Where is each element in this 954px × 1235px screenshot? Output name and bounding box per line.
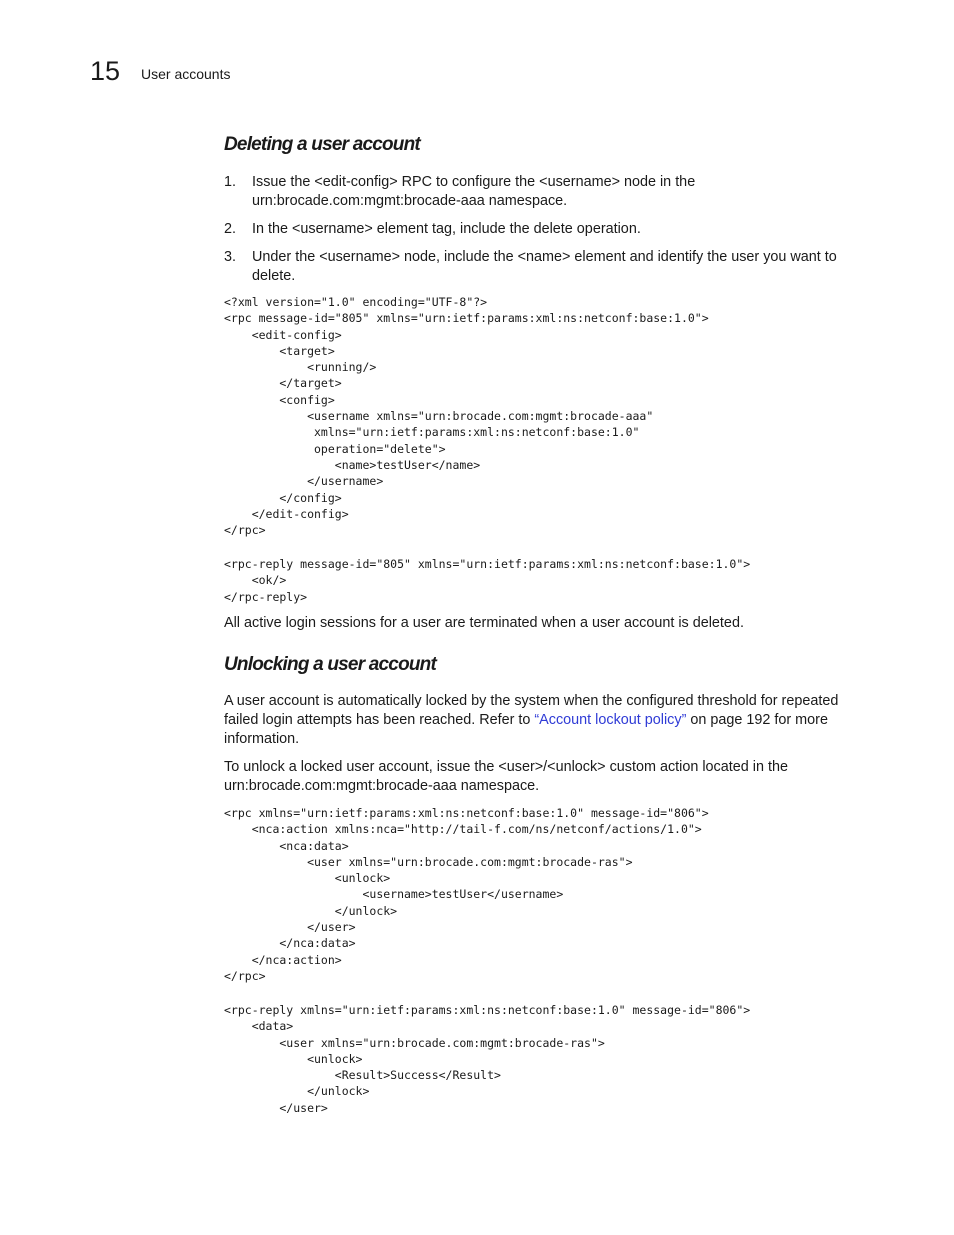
step-text: Issue the <edit-config> RPC to configure the <username> node in the urn:brocade.com:mgmt:brocade-aaa namespace. xyxy=(252,174,696,209)
code-block-unlock-reply: <rpc-reply xmlns="urn:ietf:params:xml:ns:netconf:base:1.0" message-id="806"> <data> <user xmlns="urn:brocade.com:mgmt:brocade-ras"> <unlock> <Result>Success</Result> </unlock> </user> xyxy=(224,1003,751,1115)
code-block-unlock-request: <rpc xmlns="urn:ietf:params:xml:ns:netconf:base:1.0" message-id="806"> <nca:action xmlns:nca="http://tail-f.com/ns/netconf/actions/1.0"> <nca:data> <user xmlns="urn:brocade.com:mgmt:brocade-ras"> <unlock> <username>testUser</username> </unlock> </user> </nca:data> </nca:action> </rpc> xyxy=(224,806,709,983)
unlock-paragraph-2: To unlock a locked user account, issue the <user>/<unlock> custom action located in the urn:brocade.com:mgmt:brocade-aaa namespace. xyxy=(224,759,788,794)
list-item xyxy=(224,220,864,239)
step-number: 1. xyxy=(224,174,237,190)
code-block-delete-reply: <rpc-reply message-id="805" xmlns="urn:ietf:params:xml:ns:netconf:base:1.0"> <ok/> </rpc-reply> xyxy=(224,557,751,604)
deleting-steps-list xyxy=(224,173,864,295)
account-lockout-policy-link[interactable]: “Account lockout policy” xyxy=(534,712,687,728)
section-heading-unlocking: Unlocking a user account xyxy=(224,654,437,675)
list-item xyxy=(224,173,864,211)
step-text: In the <username> element tag, include the delete operation. xyxy=(252,221,641,237)
step-number: 3. xyxy=(224,249,237,265)
delete-note: All active login sessions for a user are terminated when a user account is deleted. xyxy=(224,615,744,631)
step-number: 2. xyxy=(224,221,237,237)
list-item xyxy=(224,248,864,286)
paragraph-text: on page 192 for more information. xyxy=(224,712,828,747)
code-block-delete-request: <?xml version="1.0" encoding="UTF-8"?> <rpc message-id="805" xmlns="urn:ietf:params:xml:ns:netconf:base:1.0"> <edit-config> <target> <running/> </target> <config> <username xmlns="urn:brocade.com:mgmt:brocade-aaa" xmlns="urn:ietf:params:xml:ns:netconf:base:1.0" operation="delete"> <name>testUser</name> </username> </config> </edit-config> </rpc> xyxy=(224,295,709,538)
paragraph-text: A user account is automatically locked by the system when the configured threshold for repeated failed login attempts has been reached. Refer to xyxy=(224,693,839,728)
step-text: Under the <username> node, include the <name> element and identify the user you want to delete. xyxy=(252,249,837,284)
running-header-title: User accounts xyxy=(141,66,231,82)
unlock-paragraph-1 xyxy=(224,692,864,749)
chapter-number: 15 xyxy=(90,56,121,86)
section-heading-deleting: Deleting a user account xyxy=(224,134,420,155)
